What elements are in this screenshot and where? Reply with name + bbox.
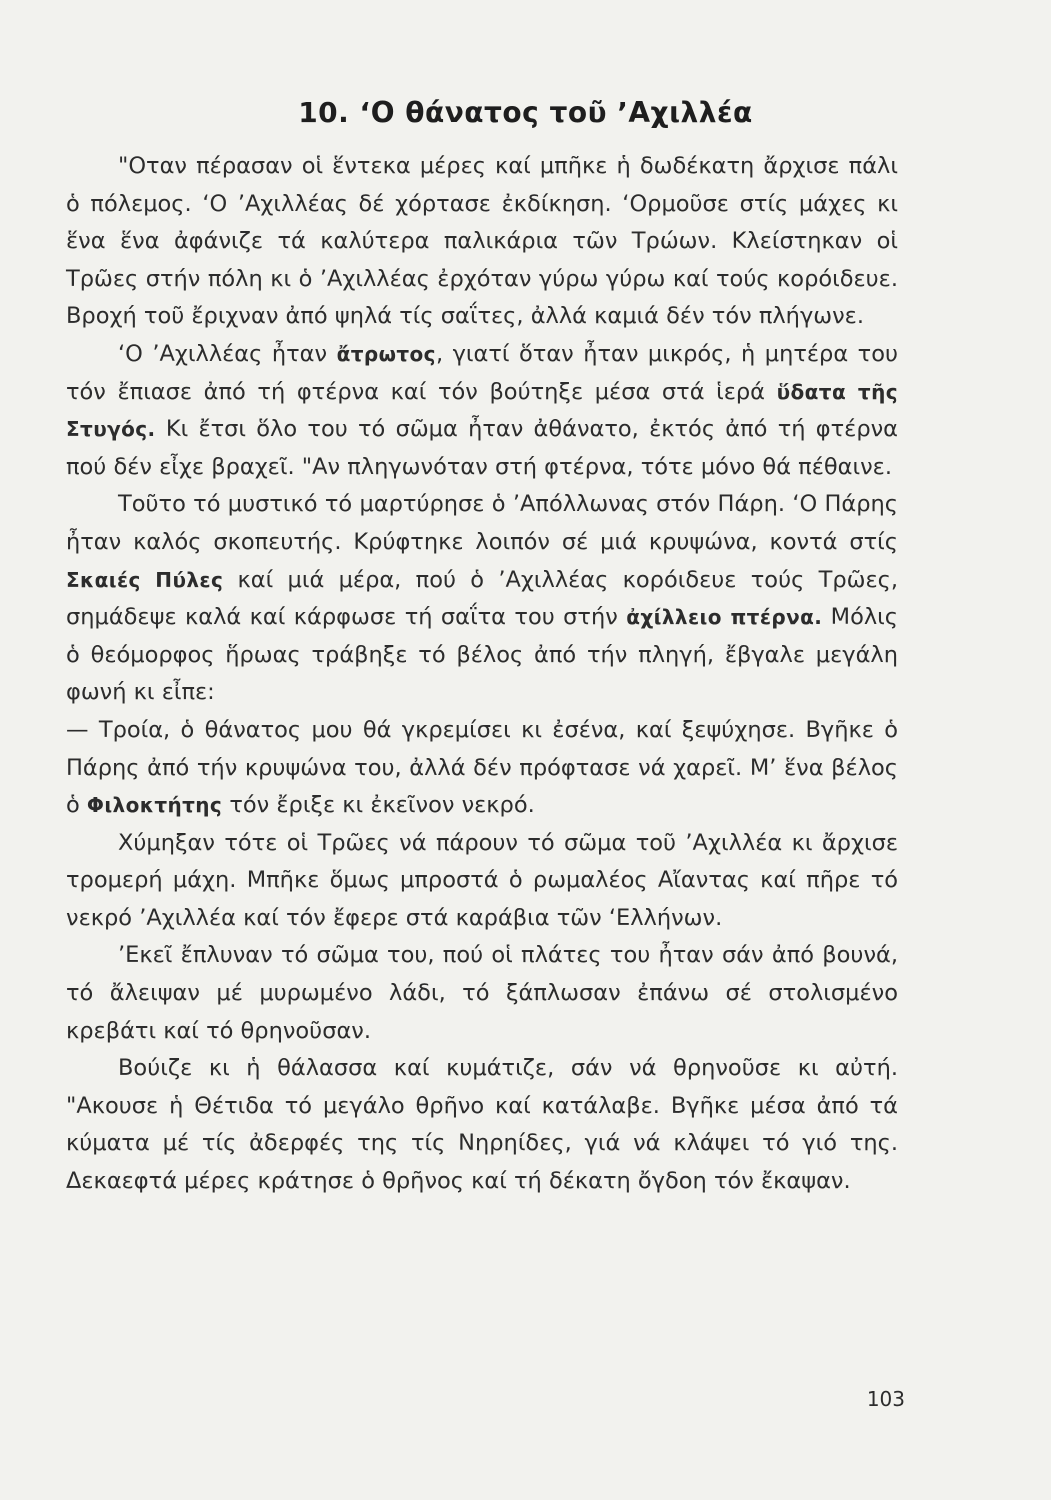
text-run: Τοῦτο τό μυστικό τό μαρτύρησε ὁ ’Απόλλωνας στόν Πάρη. ‘Ο Πάρης ἦταν καλός σκοπευτής. Κρύφτηκε λοιπόν σέ μιά κρυψώνα, κοντά στίς xyxy=(66,491,898,555)
chapter-title: 10. ‘Ο θάνατος τοῦ ’Αχιλλέα xyxy=(298,96,753,129)
bold-term: Φιλοκτήτης xyxy=(86,793,223,818)
text-run: , γιατί ὅταν ἦταν μικρός, ἡ μητέρα του τόν ἔπιασε ἀπό τή φτέρνα καί τόν βούτηξε μέσα στά ἱερά xyxy=(66,340,899,405)
text-run: Κι ἔτσι ὅλο του τό σῶμα ἦταν ἀθάνατο, ἐκτός ἀπό τή φτέρνα πού δέν εἶχε βραχεῖ. "Αν πληγωνόταν στή φτέρνα, τότε μόνο θά πέθαινε. xyxy=(66,416,898,480)
paragraph-2 xyxy=(66,336,898,486)
body-text xyxy=(66,148,898,1201)
paragraph-3 xyxy=(66,486,898,712)
text-run: Χύμηξαν τότε οἱ Τρῶες νά πάρουν τό σῶμα τοῦ ’Αχιλλέα κι ἄρχισε τρομερή μάχη. Μπῆκε ὅμως μπροστά ὁ ρωμαλέος Αἴαντας καί πῆρε τό νεκρό ’Αχιλλέα καί τόν ἔφερε στά καράβια τῶν ‘Ελλήνων. xyxy=(66,829,898,931)
text-run: τόν ἔριξε κι ἐκεῖνον νεκρό. xyxy=(222,792,535,819)
text-run: "Οταν πέρασαν οἱ ἕντεκα μέρες καί μπῆκε ἡ δωδέκατη ἄρχισε πάλι ὁ πόλεμος. ‘Ο ’Αχιλλέας δέ χόρτασε ἐκδίκηση. ‘Ορμοῦσε στίς μάχες κι ἕνα ἕνα ἀφάνιζε τά καλύτερα παλικάρια τῶν Τρώων. Κλείστηκαν οἱ Τρῶες στήν πόλη κι ὁ ’Αχιλλέας ἐρχόταν γύρω γύρω καί τούς κορόιδευε. Βροχή τοῦ ἔριχναν ἀπό ψηλά τίς σαΐτες, ἀλλά καμιά δέν τόν πλήγωνε. xyxy=(66,153,898,330)
text-run: ‘Ο ’Αχιλλέας ἦταν xyxy=(118,340,337,367)
text-run: καί μιά μέρα, πού ὁ ’Αχιλλέας κορόιδευε τούς Τρῶες, σημάδεψε καλά καί κάρφωσε τή σαΐτα του στήν xyxy=(66,566,898,631)
paragraph-7 xyxy=(66,1050,898,1200)
text-run: Μόλις ὁ θεόμορφος ἥρωας τράβηξε τό βέλος ἀπό τήν πληγή, ἔβγαλε μεγάλη φωνή κι εἶπε: xyxy=(66,604,898,706)
text-run: Βούιζε κι ἡ θάλασσα καί κυμάτιζε, σάν νά θρηνοῦσε κι αὐτή. "Ακουσε ἡ Θέτιδα τό μεγάλο θρῆνο καί κατάλαβε. Βγῆκε μέσα ἀπό τά κύματα μέ τίς ἀδερφές της τίς Νηρηίδες, γιά νά κλάψει τό γιό της. Δεκαεφτά μέρες κράτησε ὁ θρῆνος καί τή δέκατη ὄγδοη τόν ἔκαψαν. xyxy=(66,1055,898,1195)
bold-term: ὕδατα τῆς Στυγός. xyxy=(66,379,898,442)
bold-term: Σκαιές Πύλες xyxy=(66,567,224,592)
text-run: — Τροία, ὁ θάνατος μου θά γκρεμίσει κι ἐσένα, καί ξεψύχησε. Βγῆκε ὁ Πάρης ἀπό τήν κρυψώνα του, ἀλλά δέν πρόφτασε νά χαρεῖ. Μ’ ἕνα βέλος ὁ xyxy=(66,716,898,819)
paragraph-6 xyxy=(66,937,898,1050)
page-number: 103 xyxy=(866,1387,905,1411)
paragraph-4 xyxy=(66,712,898,825)
paragraph-1 xyxy=(66,148,898,336)
bold-term: ἄτρωτος xyxy=(336,341,436,366)
text-run: ’Εκεῖ ἔπλυναν τό σῶμα του, πού οἱ πλάτες του ἦταν σάν ἀπό βουνά, τό ἄλειψαν μέ μυρωμένο λάδι, τό ξάπλωσαν ἐπάνω σέ στολισμένο κρεβάτι καί τό θρηνοῦσαν. xyxy=(66,942,898,1044)
bold-term: ἀχίλλειο πτέρνα. xyxy=(626,605,823,630)
paragraph-5 xyxy=(66,825,898,938)
